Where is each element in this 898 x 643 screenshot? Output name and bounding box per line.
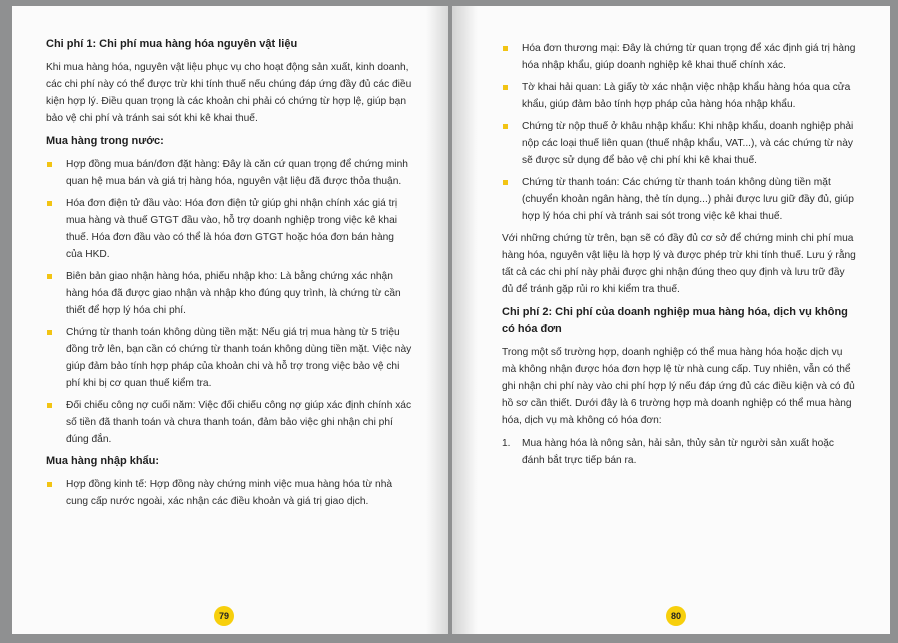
list-item: Chứng từ thanh toán: Các chứng từ thanh toán không dùng tiền mặt (chuyển khoản ngân hàng, thẻ tín dụng...) phải được lưu giữ đầy đủ, giúp hợp lý hóa chi phí và tránh sai sót trong việc kê khai thuế. bbox=[502, 174, 856, 225]
square-bullet-icon bbox=[503, 85, 508, 90]
numbered-item: 1. Mua hàng hóa là nông sản, hải sản, thủy sản từ người sản xuất hoặc đánh bắt trực tiếp bán ra. bbox=[502, 435, 856, 469]
right-page bbox=[452, 6, 890, 634]
square-bullet-icon bbox=[47, 162, 52, 167]
item-number: 1. bbox=[502, 438, 511, 449]
import-list bbox=[46, 476, 412, 510]
list-item: Hợp đồng mua bán/đơn đặt hàng: Đây là căn cứ quan trọng để chứng minh quan hệ mua bán và giá trị hàng hóa, nguyên vật liệu đã được thỏa thuận. bbox=[46, 156, 412, 190]
page-number-badge: 80 bbox=[666, 606, 686, 626]
intro-paragraph: Khi mua hàng hóa, nguyên vật liệu phục vụ cho hoạt động sản xuất, kinh doanh, các chi phí này có thể được trừ khi tính thuế nếu chúng đáp ứng đầy đủ các điều kiện hợp lý. Điều quan trọng là các khoản chi phải có chứng từ hợp lệ, giúp bạn bảo vệ chi phí và tránh sai sót khi kê khai thuế. bbox=[46, 62, 412, 124]
square-bullet-icon bbox=[503, 46, 508, 51]
list-item: Đối chiếu công nợ cuối năm: Việc đối chiếu công nợ giúp xác định chính xác số tiền đã thanh toán và chưa thanh toán, đảm bảo việc ghi nhận chi phí đúng đắn. bbox=[46, 397, 412, 448]
list-item: Tờ khai hải quan: Là giấy tờ xác nhận việc nhập khẩu hàng hóa qua cửa khẩu, giúp đảm bảo tính hợp pháp của hàng hóa nhập khẩu. bbox=[502, 79, 856, 113]
list-item: Chứng từ nộp thuế ở khâu nhập khẩu: Khi nhập khẩu, doanh nghiệp phải nộp các loại thuế liên quan (thuế nhập khẩu, VAT...), và các chứng từ này sẽ được sử dụng để bảo vệ chi phí khi kê khai thuế. bbox=[502, 118, 856, 169]
numbered-list bbox=[502, 435, 856, 469]
page-number-badge: 79 bbox=[214, 606, 234, 626]
list-item: Chứng từ thanh toán không dùng tiền mặt: Nếu giá trị mua hàng từ 5 triệu đồng trở lên, bạn cần có chứng từ thanh toán không dùng tiền mặt. Việc này giúp đảm bảo tính hợp pháp của khoản chi và hỗ trợ trong việc bảo vệ chi phí khi bị cơ quan thuế kiểm tra. bbox=[46, 324, 412, 392]
section-heading-cost-1: Chi phí 1: Chi phí mua hàng hóa nguyên vật liệu bbox=[46, 38, 298, 50]
subheading-import: Mua hàng nhập khẩu: bbox=[46, 455, 160, 467]
intro-paragraph-2: Trong một số trường hợp, doanh nghiệp có thể mua hàng hóa hoặc dịch vụ mà không nhận được hóa đơn hợp lệ từ nhà cung cấp. Tuy nhiên, vẫn có thể ghi nhận chi phí này vào chi phí hợp lý nếu đáp ứng đủ các điều kiện và có đủ hồ sơ cần thiết. Dưới đây là 6 trường hợp mà doanh nghiệp có thể mua hàng hóa, dịch vụ mà không có hóa đơn: bbox=[502, 347, 855, 426]
left-page bbox=[12, 6, 448, 634]
square-bullet-icon bbox=[503, 124, 508, 129]
list-item: Hóa đơn điện tử đầu vào: Hóa đơn điện tử giúp ghi nhận chính xác giá trị mua hàng và thuế GTGT đầu vào, hỗ trợ doanh nghiệp trong việc kê khai thuế. Hóa đơn đầu vào có thể là hóa đơn GTGT hoặc hóa đơn bán hàng của HKD. bbox=[46, 195, 412, 263]
list-item: Hợp đồng kinh tế: Hợp đồng này chứng minh việc mua hàng hóa từ nhà cung cấp nước ngoài, xác nhận các điều khoản và giá trị giao dịch. bbox=[46, 476, 412, 510]
list-item: Hóa đơn thương mại: Đây là chứng từ quan trọng để xác định giá trị hàng hóa nhập khẩu, giúp doanh nghiệp kê khai thuế chính xác. bbox=[502, 40, 856, 74]
square-bullet-icon bbox=[47, 403, 52, 408]
square-bullet-icon bbox=[47, 482, 52, 487]
domestic-list bbox=[46, 156, 412, 448]
import-list-continued bbox=[502, 40, 856, 225]
subheading-domestic: Mua hàng trong nước: bbox=[46, 135, 164, 147]
square-bullet-icon bbox=[47, 274, 52, 279]
summary-paragraph: Với những chứng từ trên, bạn sẽ có đầy đủ cơ sở để chứng minh chi phí mua hàng hóa, nguyên vật liệu là hợp lý và được phép trừ khi tính thuế. Lưu ý rằng tất cả các chi phí này phải được ghi nhận đúng theo quy định và lưu trữ đầy đủ để tránh gặp rủi ro khi kiểm tra thuế. bbox=[502, 233, 856, 295]
section-heading-cost-2: Chi phí 2: Chi phí của doanh nghiệp mua hàng hóa, dịch vụ không có hóa đơn bbox=[502, 306, 848, 335]
list-item: Biên bản giao nhận hàng hóa, phiếu nhập kho: Là bằng chứng xác nhận hàng hóa đã được giao nhận và nhập kho đúng quy trình, là chứng từ cần thiết để hợp lý hóa chi phí. bbox=[46, 268, 412, 319]
square-bullet-icon bbox=[503, 180, 508, 185]
square-bullet-icon bbox=[47, 330, 52, 335]
square-bullet-icon bbox=[47, 201, 52, 206]
